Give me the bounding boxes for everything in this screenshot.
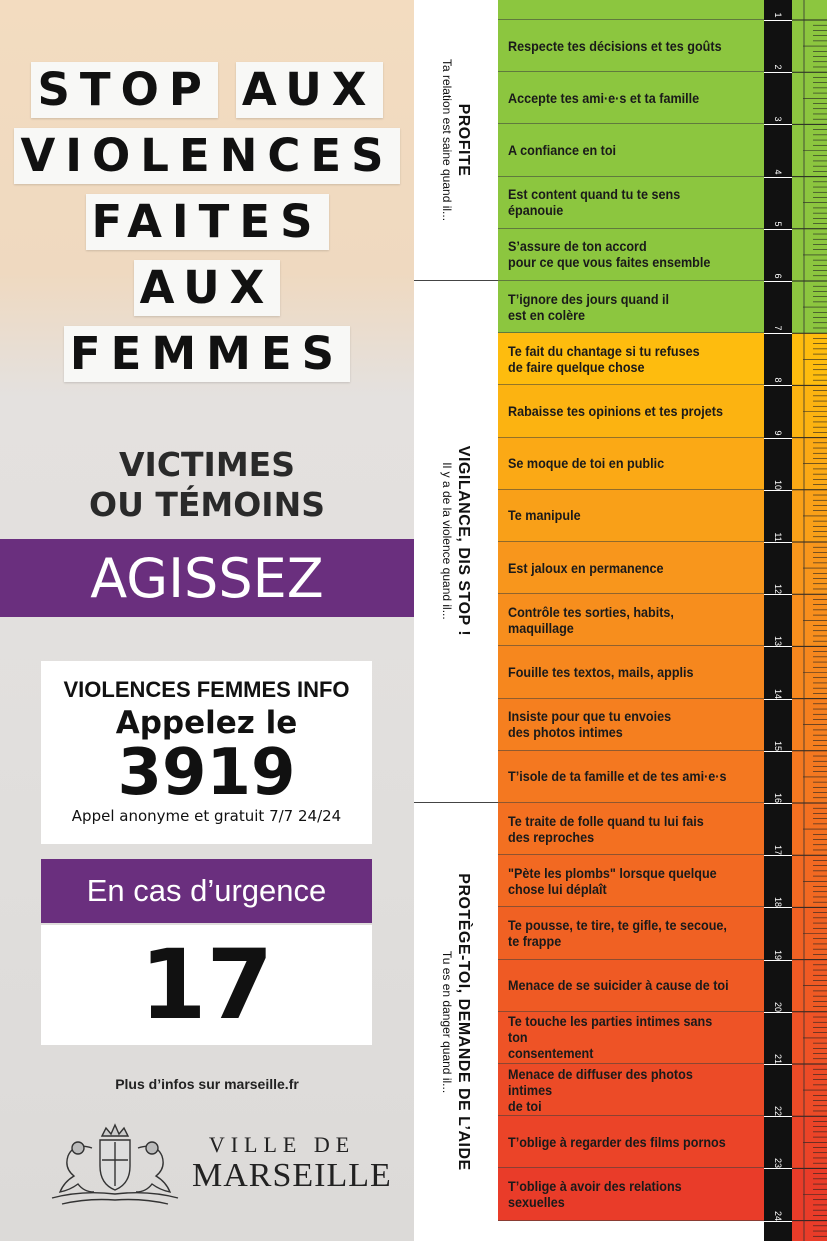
behavior-item [498,907,764,959]
strip-top [792,0,827,20]
behavior-item [498,1064,764,1116]
strip-segment [792,803,827,856]
ruler-number: 22 [773,1106,783,1117]
ruler-number: 20 [773,1001,783,1012]
behavior-item [498,72,764,124]
strip-segment [792,20,827,73]
strip-segment [792,177,827,230]
ruler-number: 23 [773,1158,783,1169]
section-subheading: Il y a de la violence quand il... [440,462,454,620]
headline-word: AUX [134,260,281,316]
strip-segment [792,855,827,908]
strip-segment [792,1012,827,1065]
behavior-item-text: Te manipule [508,507,581,524]
strip-segment [792,594,827,647]
section-heading: VIGILANCE, DIS STOP ! [455,445,472,637]
headline-word: FAITES [86,194,329,250]
strip-segment [792,333,827,386]
behavior-item [498,1012,764,1064]
ruler-number: 8 [773,377,783,383]
helpline-note: Appel anonyme et gratuit 7/7 24/24 [71,807,342,825]
behavior-item [498,960,764,1012]
section-vigilance [414,280,498,802]
behavior-item-text: Est content quand tu te sens épanouie [508,186,681,219]
behavior-item-text: Te pousse, te tire, te gifle, te secoue, te frappe [508,916,727,949]
ruler-number: 16 [773,792,783,803]
victims-heading [0,445,414,525]
section-healthy [414,0,498,280]
behavior-item [498,229,764,281]
behavior-item [498,281,764,333]
strip-segment [792,72,827,125]
city-line-2: MARSEILLE [192,1157,392,1194]
ruler-strip-graphic [792,0,827,1241]
headline-row-1 [0,62,414,118]
strip-segment [792,960,827,1013]
ruler-number: 13 [773,636,783,647]
headline [0,62,414,392]
section-heading: PROTÈGE-TOI, DEMANDE DE L’AIDE [455,872,472,1171]
section-danger [414,802,498,1241]
ruler-number: 9 [773,430,783,436]
ruler-number: 14 [773,688,783,699]
section-subheading: Ta relation est saine quand il... [440,58,454,222]
victims-line-2: OU TÉMOINS [89,485,325,524]
behavior-item [498,490,764,542]
headline-row-4 [0,260,414,316]
behavior-item [498,124,764,176]
behavior-item-text: T’oblige à regarder des films pornos [508,1133,726,1150]
behavior-item [498,542,764,594]
behavior-item-text: Menace de diffuser des photos intimes de toi [508,1065,693,1114]
behavior-item-text: Te fait du chantage si tu refuses de faire quelque chose [508,342,700,375]
strip-segment [792,490,827,543]
ruler-number: 6 [773,273,783,279]
strip-segment [792,438,827,491]
behavior-item-text: Rabaisse tes opinions et tes projets [508,402,723,419]
behavior-item [498,699,764,751]
behavior-item [498,20,764,72]
ruler-number: 11 [773,532,783,542]
behavior-item-text: Insiste pour que tu envoies des photos intimes [508,708,672,741]
agissez-banner: AGISSEZ [0,539,414,617]
behavior-item [498,855,764,907]
ruler-number: 1 [773,12,783,18]
behavior-item [498,1116,764,1168]
behavior-item-text: Te traite de folle quand tu lui fais des reproches [508,812,704,845]
ruler-scale [764,0,792,1241]
scale-top-cap [498,0,764,20]
ruler-number: 24 [773,1210,783,1221]
marseille-crest-logo [42,1118,188,1210]
helpline-title: VIOLENCES FEMMES INFO [63,677,350,702]
behavior-item [498,803,764,855]
behavior-item-text: Accepte tes ami·e·s et ta famille [508,89,700,106]
ruler-number: 5 [773,221,783,227]
behavior-item-text: Contrôle tes sorties, habits, maquillage [508,603,674,636]
strip-segment [792,1168,827,1221]
behavior-item [498,385,764,437]
violentometre-panel [414,0,827,1241]
ruler-number: 21 [773,1053,783,1064]
ruler-number: 10 [773,479,783,490]
strip-segment [792,385,827,438]
strip-segment [792,229,827,282]
headline-row-2 [0,128,414,184]
behavior-item-text: A confiance en toi [508,141,617,158]
city-logo-text [192,1132,392,1194]
ruler-strip [792,0,827,1241]
strip-segment [792,542,827,595]
strip-segment [792,907,827,960]
headline-word: VIOLENCES [14,128,399,184]
ruler-number: 18 [773,897,783,908]
helpline-card [41,661,372,844]
headline-word: AUX [236,62,383,118]
city-line-1: VILLE DE [208,1132,356,1157]
headline-row-3 [0,194,414,250]
strip-segment [792,699,827,752]
more-info-link: Plus d’infos sur marseille.fr [115,1076,299,1092]
strip-segment [792,281,827,334]
victims-line-1: VICTIMES [119,445,295,484]
ruler-number: 17 [773,845,783,856]
ruler-number: 3 [773,116,783,122]
behavior-item-text: S’assure de ton accord pour ce que vous faites ensemble [508,238,711,271]
behavior-item-text: Se moque de toi en public [508,455,665,472]
ruler-number: 15 [773,740,783,751]
behavior-item [498,438,764,490]
helpline-number: 3919 [117,736,296,810]
headline-word: FEMMES [64,326,350,382]
behavior-item-text: Est jaloux en permanence [508,559,664,576]
behavior-item-text: Respecte tes décisions et tes goûts [508,37,722,54]
behavior-item-text: Menace de se suicider à cause de toi [508,977,729,994]
behavior-item-text: "Pète les plombs" lorsque quelque chose lui déplaît [508,864,717,897]
behavior-item [498,594,764,646]
ruler-number: 12 [773,584,783,595]
behavior-scale [498,0,764,1241]
behavior-item [498,1168,764,1220]
behavior-item-text: T’ignore des jours quand il est en colère [508,290,670,323]
behavior-item [498,177,764,229]
ruler-number: 19 [773,949,783,960]
behavior-item-text: Te touche les parties intimes sans ton consentement [508,1013,713,1062]
emergency-number: 17 [41,925,372,1045]
section-subheading: Tu es en danger quand il... [440,950,454,1093]
behavior-item-text: T’oblige à avoir des relations sexuelles [508,1177,682,1210]
ruler-number: 4 [773,169,783,175]
behavior-item [498,333,764,385]
emergency-banner: En cas d’urgence [41,859,372,923]
behavior-item [498,646,764,698]
headline-word: STOP [31,62,217,118]
headline-row-5 [0,326,414,382]
strip-segment [792,124,827,177]
helpline-call: Appelez le [115,705,298,741]
strip-segment [792,646,827,699]
behavior-item-text: T’isole de ta famille et de tes ami·e·s [508,768,727,785]
strip-segment [792,1064,827,1117]
section-heading: PROFITE [455,103,472,177]
behavior-item-text: Fouille tes textos, mails, applis [508,663,694,680]
behavior-item [498,751,764,803]
strip-segment [792,1116,827,1169]
ruler-number: 2 [773,64,783,70]
strip-segment [792,751,827,804]
ruler-number: 7 [773,325,783,331]
